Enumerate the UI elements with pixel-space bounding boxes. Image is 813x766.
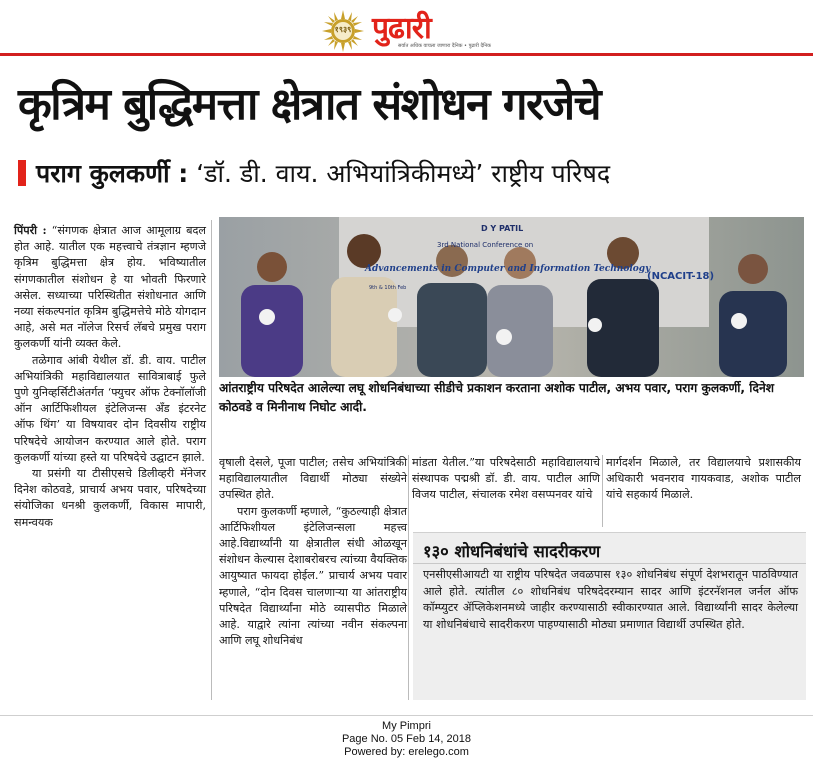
dateline: पिंपरी : [14,223,47,237]
photo-banner-sub: 9th & 10th Feb [369,285,407,291]
box-title: १३० शोधनिबंधांचे सादरीकरण [423,542,601,561]
paragraph: या प्रसंगी या टीसीएसचे डिलीव्हरी मॅनेजर दिनेश कोठवडे, प्राचार्य अभय पवार, परिषदेच्या संयोजिका धनश्री कुलकर्णी, विकास मापारी, समन्वयक [14,467,206,529]
page-footer [0,720,813,759]
box-body: एनसीएसीआयटी या राष्ट्रीय परिषदेत जवळपास १३० शोधनिबंध संपूर्ण देशभरातून पाठविण्यात आले होते. त्यांतील ८० शोधनिबंध परिषदेदरम्यान सादर आणि इंटरनॅशनल जर्नल ऑफ कॉम्प्युटर ॲप्लिकेशनमध्ये जाहीर करण्यासाठी स्वीकारण्यात आले. विद्यार्थ्यांनी सादर केलेल्या या शोधनिबंधाचे सादरीकरण पाहण्यासाठी मोठ्या प्रमाणात विद्यार्थी उपस्थित होते. [423,568,798,631]
paragraph: तळेगाव आंबी येथील डॉ. डी. वाय. पाटील अभियांत्रिकी महाविद्यालयात सावित्राबाई फुले पुणे युनिव्हर्सिटीअंतर्गत ‘फ्युचर ऑफ टेक्नॉलॉजी ऑन आर्टिफिशीयल इंटेलिजन्स अँड इंटरनेट ऑफ थिंग’ या विषयावर दोन दिवसीय राष्ट्रीय परिषदेचे आयोजन करण्यात आले होते. पराग कुलकर्णी यांच्या हस्ते या परिषदेचे उद्घाटन झाले. [14,353,206,464]
paragraph: वृषाली देसले, पूजा पाटील; तसेच अभियांत्रिकी महाविद्यालयातील विद्यार्थी मोठ्या संख्येने उपस्थित होते. [219,456,407,502]
paragraph-text: “संगणक क्षेत्रात आज आमूलाग्र बदल होत आहे. यातील एक महत्त्वाचे तंत्रज्ञान म्हणजे कृत्रिम बुद्धिमत्ता क्षेत्र होय. भविष्यातील संगणकातील संशोधन हे या भोवती फिरणारे असेल. सध्याच्या परिस्थितीत संशोधनात आणि नव्या संकल्पनांत कृत्रिम बुद्धिमत्तेचे मोठे योगदान आहे, असे मत नॉलेज रिसर्च लॅबचे प्रमुख पराग कुलकर्णी यांनी व्यक्त केले. [14,224,206,351]
newspaper-logo: पुढारी [372,11,431,46]
box-divider [413,563,806,564]
photo-banner-title: Advancements in Computer and Information Technology [365,264,651,274]
subhead-text: ‘डॉ. डी. वाय. अभियांत्रिकीमध्ये’ राष्ट्रीय परिषद [188,159,611,188]
sidebar-box [413,532,806,700]
paragraph: मांडता येतील.”या परिषदेसाठी महाविद्यालयाचे संस्थापक पद्मश्री डॉ. डी. वाय. पाटील आणि विजय पाटील, संचालक रमेश वसप्पनवर यांचे [412,456,600,502]
paragraph: मार्गदर्शन मिळाले, तर विद्यालयाचे प्रशासकीय अधिकारी भवनराव गायकवाड, अशोक पाटील यांचे सहकार्य मिळाले. [606,456,801,502]
column-divider [408,455,409,700]
article-headline: कृत्रिम बुद्धिमत्ता क्षेत्रात संशोधन गरजेचे [18,79,601,130]
article-subhead [18,156,808,190]
paragraph: पराग कुलकर्णी म्हणाले, “कुठल्याही क्षेत्रात आर्टिफिशीयल इंटेलिजन्सला महत्त्व आहे.विद्यार्थ्यांनी या क्षेत्रातील संधी ओळखून संशोधन केल्यास देशाबरोबरच त्यांच्या वैयक्तिक आयुष्यात फायदा होईल.” प्राचार्य अभय पवार म्हणाले, “दोन दिवस चालणाऱ्या या आंतराष्ट्रीय परिषदेत विद्यार्थ्यांना मोठे व्यासपीठ मिळाले आहे. याद्वारे त्यांना त्यांच्या नवीन संकल्पना आणि लघू शोधनिबंध [219,504,407,648]
footer-page: Page No. 05 Feb 14, 2018 [341,733,472,745]
paragraph [14,222,206,353]
subhead-marker [18,160,26,186]
column-divider [211,220,212,700]
masthead-rule [0,53,813,56]
article-column-2 [219,455,407,649]
column-divider [602,455,603,527]
subhead-author: पराग कुलकर्णी : [36,159,189,188]
footer-powered-link[interactable]: Powered by: erelego.com [344,746,469,758]
photo-banner-college: D Y PATIL [481,224,524,233]
masthead-tagline: सर्वात अधिक वाचला जाणारा दैनिक • पुढारी दैनिक [398,43,492,49]
masthead [0,0,813,58]
photo-banner-tag: (NCACIT-18) [647,271,715,282]
photo-banner-conference: 3rd National Conference on [437,241,534,249]
photo-caption: आंतराष्ट्रीय परिषदेत आलेल्या लघू शोधनिबंधाच्या सीडीचे प्रकाशन करताना अशोक पाटील, अभय पवार, पराग कुलकर्णी, दिनेश कोठवडे व मिनीनाथ निघोट आदी. [219,381,774,414]
footer-rule [0,715,813,716]
article-column-4 [606,455,801,504]
article-photo [219,217,804,377]
article-column-3 [412,455,600,504]
footer-edition: My Pimpri [382,720,431,732]
article-column-1 [14,222,206,531]
emblem-year: १९३९ [334,25,352,34]
photo-illustration [219,217,804,377]
